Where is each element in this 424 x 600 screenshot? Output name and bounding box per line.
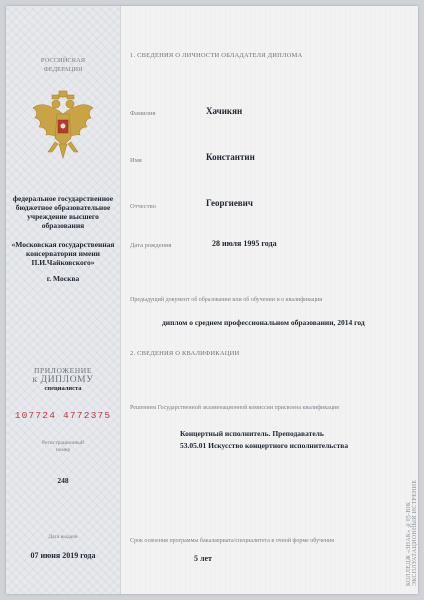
commission-text: Решением Государственной экзаменационной комиссии присвоена квалификация <box>130 405 339 411</box>
reg-number-label: Регистрационный номер <box>42 440 84 453</box>
surname-value: Хачикян <box>206 106 243 116</box>
name-value: Константин <box>206 152 255 162</box>
issue-date: 07 июня 2019 года <box>30 551 96 560</box>
diploma-appendix-page <box>6 6 418 594</box>
left-panel <box>6 6 121 594</box>
edge-print-text: КОЛЛЕДЖ «ЗНАК» №05-ЮК ЭКСПЛУАТАЦИОННЫЙ ИСТРЕНИЕ <box>406 479 418 586</box>
name-label: Имя <box>130 157 142 164</box>
duration-value: 5 лет <box>194 554 212 563</box>
appendix-title: ПРИЛОЖЕНИЕ <box>33 366 93 375</box>
patronymic-value: Георгиевич <box>206 198 253 208</box>
serial-number: 107724 4772375 <box>14 410 112 421</box>
section2-title: 2. СВЕДЕНИЯ О КВАЛИФИКАЦИИ <box>130 350 240 357</box>
section1-title: 1. СВЕДЕНИЯ О ЛИЧНОСТИ ОБЛАДАТЕЛЯ ДИПЛОМА <box>130 52 303 59</box>
institution-name: «Московская государственная консерватория имени П.И.Чайковского» <box>11 240 115 267</box>
prev-doc-label: Предыдущий документ об образовании или об обучении и о квалификации <box>130 297 323 303</box>
country-line1: РОССИЙСКАЯ <box>40 57 86 64</box>
surname-label: Фамилия <box>130 110 156 117</box>
prev-doc-value: диплом о среднем профессиональном образовании, 2014 год <box>162 318 365 327</box>
reg-number: 248 <box>57 476 69 485</box>
right-panel <box>120 6 418 594</box>
coat-of-arms-icon <box>28 86 98 166</box>
qualification-line2: 53.05.01 Искусство концертного исполнительства <box>180 441 349 450</box>
patronymic-label: Отчество <box>130 203 156 210</box>
institution-type: федеральное государственное бюджетное образовательное учреждение высшего образования <box>12 194 114 230</box>
qualification-line1: Концертный исполнитель. Преподаватель <box>180 429 324 438</box>
duration-label: Срок освоения программы бакалавриата/специалитета в очной форме обучения <box>130 538 334 544</box>
appendix-subtitle: к ДИПЛОМУ <box>32 375 94 385</box>
issue-date-label: Дата выдачи <box>48 534 78 540</box>
appendix-degree: специалиста <box>44 385 82 392</box>
birth-date-label: Дата рождения <box>130 242 172 249</box>
city: г. Москва <box>46 274 80 283</box>
birth-date-value: 28 июля 1995 года <box>212 239 277 248</box>
country-line2: ФЕДЕРАЦИЯ <box>43 66 83 73</box>
